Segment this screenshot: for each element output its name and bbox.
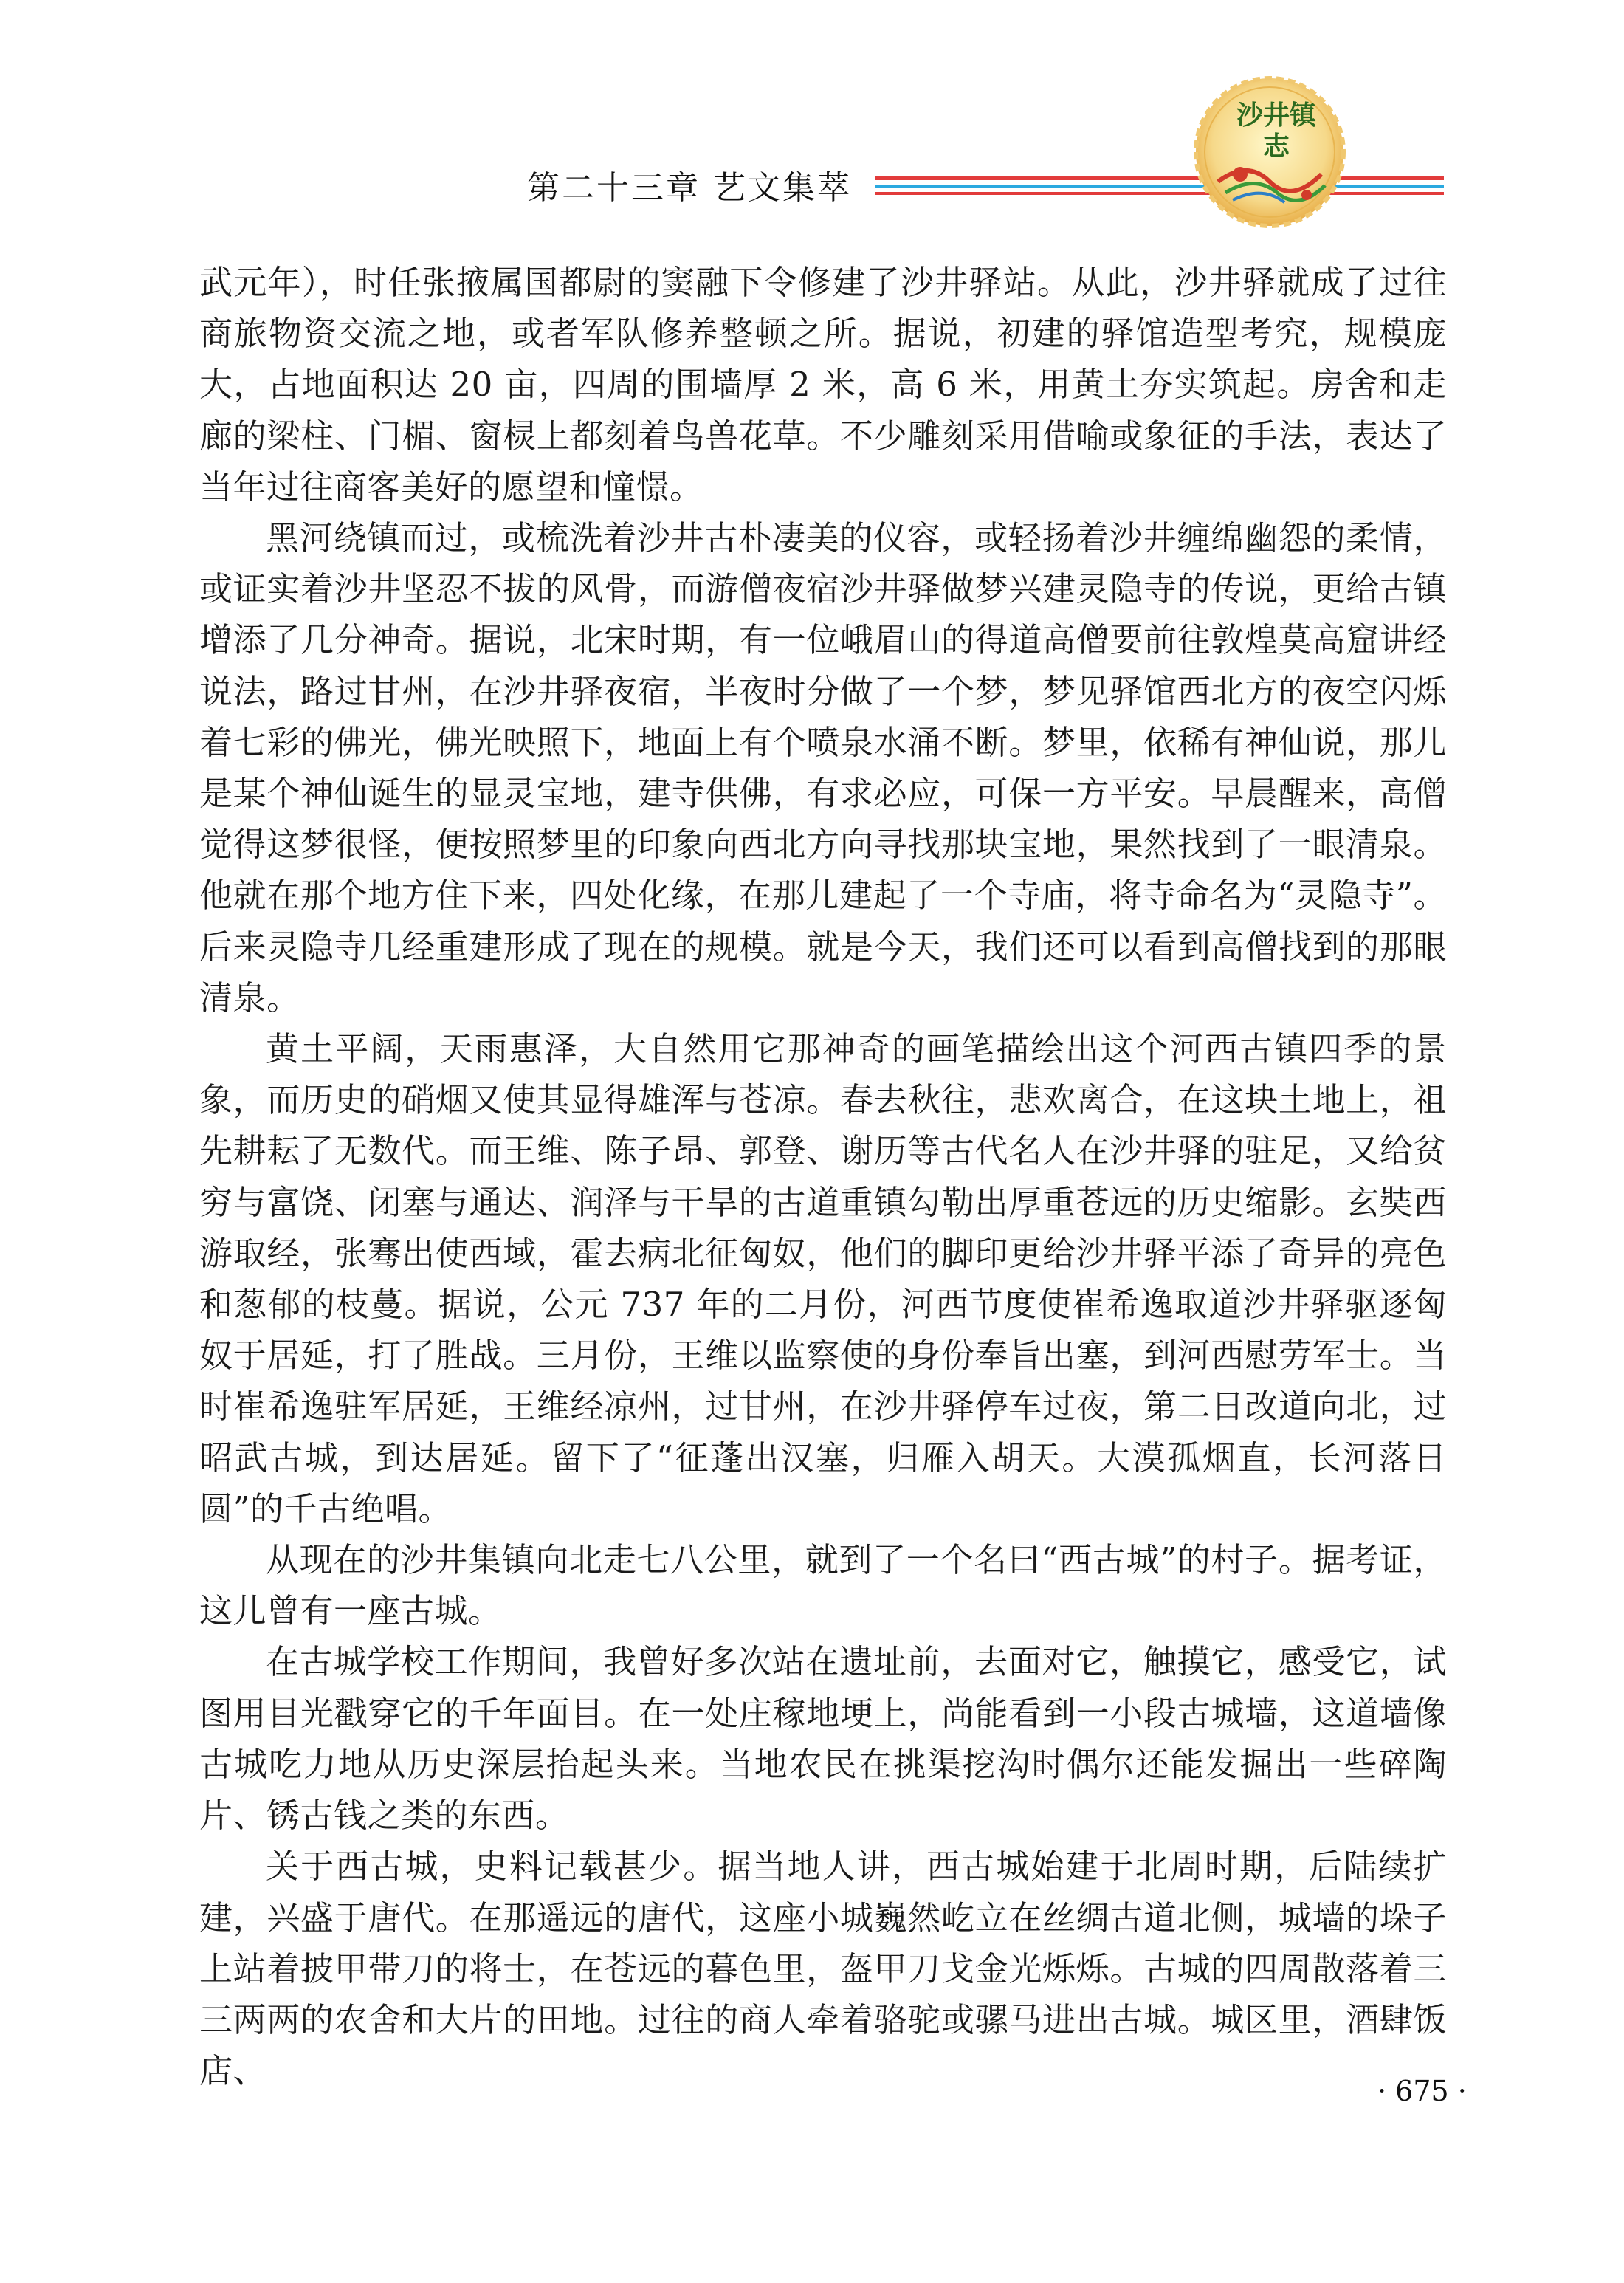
paragraph: 黑河绕镇而过，或梳洗着沙井古朴凄美的仪容，或轻扬着沙井缠绵幽怨的柔情，或证实着沙井坚忍不拔的风骨，而游僧夜宿沙井驿做梦兴建灵隐寺的传说，更给古镇增添了几分神奇。据说，北宋时期，有一位峨眉山的得道高僧要前往敦煌莫高窟讲经说法，路过甘州，在沙井驿夜宿，半夜时分做了一个梦，梦见驿馆西北方的夜空闪烁着七彩的佛光，佛光映照下，地面上有个喷泉水涌不断。梦里，依稀有神仙说，那儿是某个神仙诞生的显灵宝地，建寺供佛，有求必应，可保一方平安。早晨醒来，高僧觉得这梦很怪，便按照梦里的印象向西北方向寻找那块宝地，果然找到了一眼清泉。他就在那个地方住下来，四处化缘，在那儿建起了一个寺庙，将寺命名为“灵隐寺”。后来灵隐寺几经重建形成了现在的规模。就是今天，我们还可以看到高僧找到的那眼清泉。 [199,518,1447,1017]
paragraph: 从现在的沙井集镇向北走七八公里，就到了一个名曰“西古城”的村子。据考证，这儿曾有一座古城。 [199,1540,1447,1631]
page-header [0,0,1624,222]
paragraph: 黄土平阔，天雨惠泽，大自然用它那神奇的画笔描绘出这个河西古镇四季的景象，而历史的硝烟又使其显得雄浑与苍凉。春去秋往，悲欢离合，在这块土地上，祖先耕耘了无数代。而王维、陈子昂、郭登、谢历等古代名人在沙井驿的驻足，又给贫穷与富饶、闭塞与通达、润泽与干旱的古道重镇勾勒出厚重苍远的历史缩影。玄奘西游取经，张骞出使西域，霍去病北征匈奴，他们的脚印更给沙井驿平添了奇异的亮色和葱郁的枝蔓。据说，公元 737 年的二月份，河西节度使崔希逸取道沙井驿驱逐匈奴于居延，打了胜战。三月份，王维以监察使的身份奉旨出塞，到河西慰劳军士。当时崔希逸驻军居延，王维经凉州，过甘州，在沙井驿停车过夜，第二日改道向北，过昭武古城，到达居延。留下了“征蓬出汉塞，归雁入胡天。大漠孤烟直，长河落日圆”的千古绝唱。 [199,1029,1447,1528]
header-line-red-top [875,176,1444,180]
body-text [199,257,1447,2096]
paragraph: 在古城学校工作期间，我曾好多次站在遗址前，去面对它，触摸它，感受它，试图用目光戳穿它的千年面目。在一处庄稼地埂上，尚能看到一小段古城墙，这道墙像古城吃力地从历史深层抬起头来。当地农民在挑渠挖沟时偶尔还能发掘出一些碎陶片、锈古钱之类的东西。 [199,1642,1447,1836]
paragraph: 武元年），时任张掖属国都尉的窦融下令修建了沙井驿站。从此，沙井驿就成了过往商旅物资交流之地，或者军队修养整顿之所。据说，初建的驿馆造型考究，规模庞大，占地面积达 20 亩，四周的围墙厚 2 米，高 6 米，用黄土夯实筑起。房舍和走廊的梁柱、门楣、窗棂上都刻着鸟兽花草。不少雕刻采用借喻或象征的手法，表达了当年过往商客美好的愿望和憧憬。 [199,263,1447,507]
page-number: · 675 · [1377,2075,1467,2107]
header-line-blue [875,185,1444,188]
header-decorative-lines [875,176,1444,205]
emblem-text: 沙井镇志 [1236,100,1316,162]
paragraph: 关于西古城，史料记载甚少。据当地人讲，西古城始建于北周时期，后陆续扩建，兴盛于唐代。在那遥远的唐代，这座小城巍然屹立在丝绸古道北侧，城墙的垛子上站着披甲带刀的将士，在苍远的暮色里，盔甲刀戈金光烁烁。古城的四周散落着三三两两的农舍和大片的田地。过往的商人牵着骆驼或骡马进出古城。城区里，酒肆饭店、 [199,1847,1447,2091]
chapter-title: 第二十三章 艺文集萃 [527,169,852,207]
header-line-red-bottom [875,192,1444,195]
